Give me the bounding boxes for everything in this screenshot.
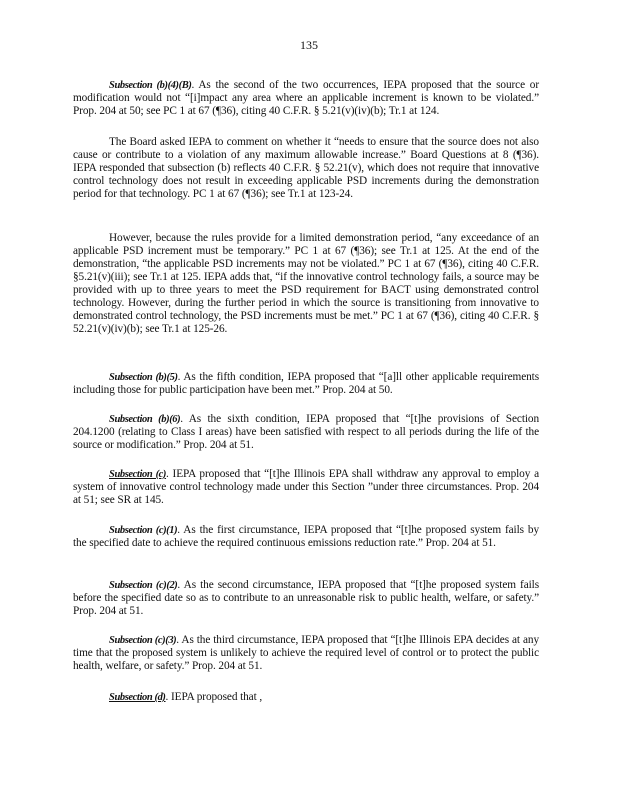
paragraph-subsection-d (73, 691, 539, 704)
subsection-heading: Subsection (d) (109, 692, 166, 703)
paragraph-text: . As the fifth condition, IEPA proposed that “[a]ll other applicable requirements including those for public participation have been met.” Prop. 204 at 50. (73, 371, 540, 396)
subsection-heading: Subsection (c)(2) (109, 580, 178, 591)
paragraph-subsection-c3 (73, 634, 539, 673)
paragraph-text: However, because the rules provide for a limited demonstration period, “any exceedance of an applicable PSD increment must be temporary.” PC 1 at 67 (¶36); see Tr.1 at 125. At the end of the demonstration, “the applicable PSD increments may not be violated.” PC 1 at 67 (¶36), citing 40 C.F.R. §5.21(v)(iii); see Tr.1 at 125. IEPA adds that, “if the innovative control technology fails, a source may be provided with up to three years to meet the PSD requirement for BACT using demonstrated control technology. However, during the further period in which the source is transitioning from innovative to demonstrated control technology, the PSD increments must be met.” PC 1 at 67 (¶36), citing 40 C.F.R. § 52.21(v)(iv)(b); see Tr.1 at 125-26. (73, 232, 539, 335)
paragraph-demonstration-period (73, 232, 539, 336)
subsection-heading: Subsection (c) (109, 469, 167, 480)
paragraph-text: . As the second of the two occurrences, IEPA proposed that the source or modification would not “[i]mpact any area where an applicable increment is known to be violated.” Prop. 204 at 50; see PC 1 at 67 (¶36), citing 40 C.F.R. § 5.21(v)(iv)(b); Tr.1 at 124. (73, 79, 539, 117)
page-number: 135 (300, 38, 318, 52)
paragraph-subsection-c2 (73, 579, 539, 618)
paragraph-subsection-b4b (73, 79, 539, 118)
paragraph-board-question (73, 136, 539, 201)
subsection-heading: Subsection (b)(4)(B) (109, 80, 192, 91)
subsection-heading: Subsection (b)(6) (109, 414, 181, 425)
paragraph-subsection-c1 (73, 524, 539, 550)
paragraph-text: . As the second circumstance, IEPA proposed that “[t]he proposed system fails before the specified date so as to contribute to an unreasonable risk to public health, welfare, or safety.” Prop. 204 at 51. (73, 579, 540, 617)
paragraph-subsection-c (73, 468, 539, 507)
paragraph-subsection-b6 (73, 413, 539, 452)
paragraph-text: . As the sixth condition, IEPA proposed that “[t]he provisions of Section 204.1200 (relating to Class I areas) have been satisfied with respect to all periods during the life of the source or modification.” Prop. 204 at 51. (73, 413, 539, 451)
paragraph-text: . IEPA proposed that “[t]he Illinois EPA shall withdraw any approval to employ a system of innovative control technology made under this Section ”under three circumstances. Prop. 204 at 51; see SR at 145. (73, 468, 539, 506)
paragraph-subsection-b5 (73, 371, 539, 397)
paragraph-text: . As the third circumstance, IEPA proposed that “[t]he Illinois EPA decides at any time that the proposed system is unlikely to achieve the required level of control or to protect the public health, welfare, or safety.” Prop. 204 at 51. (73, 634, 539, 672)
paragraph-text: The Board asked IEPA to comment on whether it “needs to ensure that the source does not also cause or contribute to a violation of any maximum allowable increase.” Board Questions at 8 (¶36). IEPA responded that subsection (b) reflects 40 C.F.R. § 52.21(v), which does not require that innovative control technology does not result in exceeding applicable PSD increments during the demonstration period for that technology. PC 1 at 67 (¶36); see Tr.1 at 123-24. (73, 136, 539, 200)
paragraph-text: . As the first circumstance, IEPA proposed that “[t]he proposed system fails by the specified date to achieve the required continuous emissions reduction rate.” Prop. 204 at 51. (73, 524, 539, 549)
subsection-heading: Subsection (b)(5) (109, 372, 178, 383)
subsection-heading: Subsection (c)(3) (109, 635, 177, 646)
paragraph-text: . IEPA proposed that , (165, 691, 263, 703)
subsection-heading: Subsection (c)(1) (109, 525, 178, 536)
